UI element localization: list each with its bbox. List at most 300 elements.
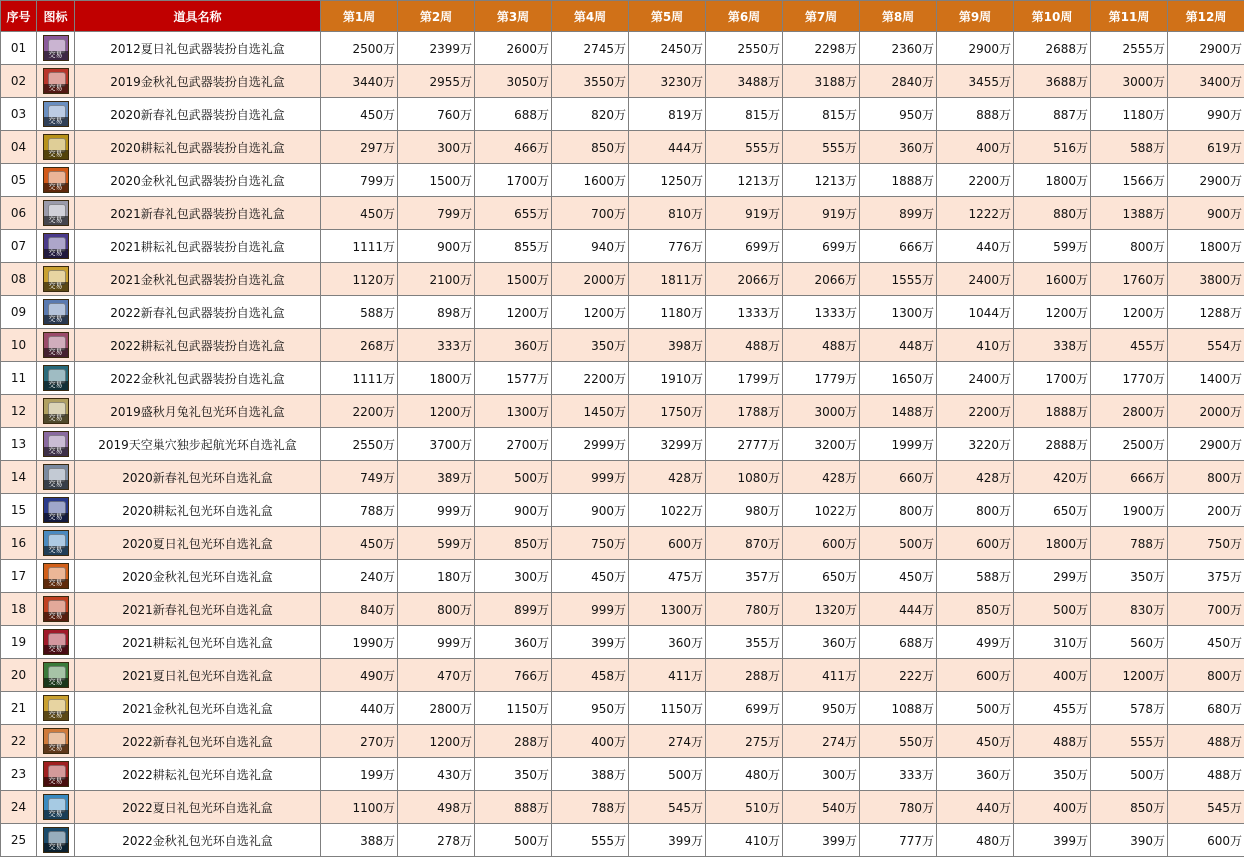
week-8-price: 550万: [860, 725, 937, 758]
header-week-10: 第10周: [1014, 1, 1091, 32]
week-8-price: 1300万: [860, 296, 937, 329]
week-7-price: 540万: [783, 791, 860, 824]
week-3-price: 1500万: [475, 263, 552, 296]
week-10-price: 516万: [1014, 131, 1091, 164]
table-row: [1, 725, 1244, 758]
week-7-price: 2298万: [783, 32, 860, 65]
week-1-price: 1111万: [321, 362, 398, 395]
week-8-price: 1088万: [860, 692, 937, 725]
week-10-price: 400万: [1014, 791, 1091, 824]
week-4-price: 350万: [552, 329, 629, 362]
halo-box-icon: [43, 629, 69, 655]
week-7-price: 1779万: [783, 362, 860, 395]
week-8-price: 2360万: [860, 32, 937, 65]
week-4-price: 2000万: [552, 263, 629, 296]
week-6-price: 1213万: [706, 164, 783, 197]
week-7-price: 555万: [783, 131, 860, 164]
trade-tag: 交易: [44, 744, 68, 753]
week-2-price: 3700万: [398, 428, 475, 461]
row-icon-cell: [37, 560, 75, 593]
week-3-price: 1150万: [475, 692, 552, 725]
week-12-price: 600万: [1168, 824, 1244, 857]
week-9-price: 1044万: [937, 296, 1014, 329]
week-10-price: 399万: [1014, 824, 1091, 857]
week-5-price: 1811万: [629, 263, 706, 296]
trade-tag: 交易: [44, 117, 68, 126]
trade-tag: 交易: [44, 546, 68, 555]
table-row: [1, 494, 1244, 527]
item-name: 2020耕耘礼包光环自选礼盒: [75, 494, 321, 527]
week-5-price: 500万: [629, 758, 706, 791]
row-icon-cell: [37, 824, 75, 857]
week-4-price: 1200万: [552, 296, 629, 329]
week-12-price: 990万: [1168, 98, 1244, 131]
row-index: 03: [1, 98, 37, 131]
week-8-price: 1488万: [860, 395, 937, 428]
week-2-price: 470万: [398, 659, 475, 692]
row-index: 20: [1, 659, 37, 692]
item-name: 2020新春礼包武器装扮自选礼盒: [75, 98, 321, 131]
week-10-price: 599万: [1014, 230, 1091, 263]
week-4-price: 400万: [552, 725, 629, 758]
row-icon-cell: [37, 725, 75, 758]
week-2-price: 1800万: [398, 362, 475, 395]
halo-box-icon: [43, 497, 69, 523]
week-6-price: 357万: [706, 560, 783, 593]
week-3-price: 688万: [475, 98, 552, 131]
header-week-6: 第6周: [706, 1, 783, 32]
row-index: 06: [1, 197, 37, 230]
gift-box-icon: [43, 200, 69, 226]
week-2-price: 999万: [398, 626, 475, 659]
trade-tag: 交易: [44, 645, 68, 654]
week-8-price: 333万: [860, 758, 937, 791]
row-icon-cell: [37, 362, 75, 395]
week-1-price: 297万: [321, 131, 398, 164]
week-9-price: 499万: [937, 626, 1014, 659]
week-11-price: 350万: [1091, 560, 1168, 593]
week-5-price: 2450万: [629, 32, 706, 65]
trade-tag: 交易: [44, 249, 68, 258]
week-11-price: 2800万: [1091, 395, 1168, 428]
row-icon-cell: [37, 296, 75, 329]
week-9-price: 888万: [937, 98, 1014, 131]
week-11-price: 1388万: [1091, 197, 1168, 230]
week-11-price: 555万: [1091, 725, 1168, 758]
week-1-price: 788万: [321, 494, 398, 527]
week-8-price: 660万: [860, 461, 937, 494]
week-6-price: 555万: [706, 131, 783, 164]
header-week-9: 第9周: [937, 1, 1014, 32]
week-7-price: 815万: [783, 98, 860, 131]
row-index: 21: [1, 692, 37, 725]
week-10-price: 400万: [1014, 659, 1091, 692]
week-7-price: 3200万: [783, 428, 860, 461]
table-row: [1, 428, 1244, 461]
week-3-price: 766万: [475, 659, 552, 692]
week-10-price: 420万: [1014, 461, 1091, 494]
week-12-price: 800万: [1168, 461, 1244, 494]
week-8-price: 1888万: [860, 164, 937, 197]
week-7-price: 274万: [783, 725, 860, 758]
week-6-price: 699万: [706, 230, 783, 263]
week-8-price: 448万: [860, 329, 937, 362]
week-4-price: 2999万: [552, 428, 629, 461]
week-3-price: 855万: [475, 230, 552, 263]
week-1-price: 270万: [321, 725, 398, 758]
item-name: 2020夏日礼包光环自选礼盒: [75, 527, 321, 560]
week-12-price: 900万: [1168, 197, 1244, 230]
week-2-price: 2100万: [398, 263, 475, 296]
header-index: 序号: [1, 1, 37, 32]
week-9-price: 3455万: [937, 65, 1014, 98]
week-8-price: 780万: [860, 791, 937, 824]
row-icon-cell: [37, 758, 75, 791]
week-1-price: 799万: [321, 164, 398, 197]
trade-tag: 交易: [44, 612, 68, 621]
table-row: [1, 362, 1244, 395]
week-6-price: 488万: [706, 329, 783, 362]
trade-tag: 交易: [44, 183, 68, 192]
week-4-price: 388万: [552, 758, 629, 791]
week-1-price: 840万: [321, 593, 398, 626]
week-5-price: 1250万: [629, 164, 706, 197]
week-11-price: 1770万: [1091, 362, 1168, 395]
week-3-price: 1300万: [475, 395, 552, 428]
row-index: 19: [1, 626, 37, 659]
item-name: 2022新春礼包武器装扮自选礼盒: [75, 296, 321, 329]
trade-tag: 交易: [44, 480, 68, 489]
week-10-price: 650万: [1014, 494, 1091, 527]
trade-tag: 交易: [44, 843, 68, 852]
row-icon-cell: [37, 329, 75, 362]
row-index: 08: [1, 263, 37, 296]
week-11-price: 588万: [1091, 131, 1168, 164]
week-8-price: 222万: [860, 659, 937, 692]
week-11-price: 3000万: [1091, 65, 1168, 98]
week-7-price: 300万: [783, 758, 860, 791]
table-row: [1, 461, 1244, 494]
week-2-price: 2800万: [398, 692, 475, 725]
week-4-price: 900万: [552, 494, 629, 527]
week-12-price: 545万: [1168, 791, 1244, 824]
row-icon-cell: [37, 659, 75, 692]
week-12-price: 1400万: [1168, 362, 1244, 395]
trade-tag: 交易: [44, 777, 68, 786]
week-11-price: 2500万: [1091, 428, 1168, 461]
week-7-price: 1213万: [783, 164, 860, 197]
item-name: 2022金秋礼包武器装扮自选礼盒: [75, 362, 321, 395]
week-4-price: 700万: [552, 197, 629, 230]
row-icon-cell: [37, 263, 75, 296]
row-index: 15: [1, 494, 37, 527]
week-1-price: 450万: [321, 527, 398, 560]
item-name: 2012夏日礼包武器装扮自选礼盒: [75, 32, 321, 65]
week-7-price: 600万: [783, 527, 860, 560]
week-10-price: 1800万: [1014, 164, 1091, 197]
row-index: 22: [1, 725, 37, 758]
week-5-price: 810万: [629, 197, 706, 230]
week-2-price: 2955万: [398, 65, 475, 98]
week-2-price: 599万: [398, 527, 475, 560]
week-4-price: 750万: [552, 527, 629, 560]
week-11-price: 1900万: [1091, 494, 1168, 527]
week-6-price: 3488万: [706, 65, 783, 98]
week-9-price: 440万: [937, 230, 1014, 263]
trade-tag: 交易: [44, 315, 68, 324]
row-icon-cell: [37, 791, 75, 824]
row-icon-cell: [37, 626, 75, 659]
week-6-price: 1333万: [706, 296, 783, 329]
week-7-price: 488万: [783, 329, 860, 362]
week-9-price: 2400万: [937, 362, 1014, 395]
week-7-price: 650万: [783, 560, 860, 593]
week-10-price: 2688万: [1014, 32, 1091, 65]
week-3-price: 888万: [475, 791, 552, 824]
week-4-price: 999万: [552, 593, 629, 626]
table-row: [1, 197, 1244, 230]
row-icon-cell: [37, 164, 75, 197]
halo-box-icon: [43, 398, 69, 424]
trade-tag: 交易: [44, 282, 68, 291]
halo-box-icon: [43, 596, 69, 622]
week-9-price: 500万: [937, 692, 1014, 725]
table-row: [1, 527, 1244, 560]
week-12-price: 750万: [1168, 527, 1244, 560]
week-12-price: 3400万: [1168, 65, 1244, 98]
row-icon-cell: [37, 494, 75, 527]
table-row: [1, 131, 1244, 164]
week-3-price: 2600万: [475, 32, 552, 65]
week-5-price: 1750万: [629, 395, 706, 428]
week-10-price: 299万: [1014, 560, 1091, 593]
week-1-price: 1111万: [321, 230, 398, 263]
week-3-price: 360万: [475, 626, 552, 659]
halo-box-icon: [43, 761, 69, 787]
week-1-price: 2200万: [321, 395, 398, 428]
week-7-price: 950万: [783, 692, 860, 725]
table-row: [1, 626, 1244, 659]
week-5-price: 1022万: [629, 494, 706, 527]
trade-tag: 交易: [44, 447, 68, 456]
row-icon-cell: [37, 98, 75, 131]
week-5-price: 428万: [629, 461, 706, 494]
week-8-price: 688万: [860, 626, 937, 659]
header-week-2: 第2周: [398, 1, 475, 32]
week-9-price: 850万: [937, 593, 1014, 626]
row-icon-cell: [37, 461, 75, 494]
row-icon-cell: [37, 593, 75, 626]
week-3-price: 850万: [475, 527, 552, 560]
table-row: [1, 659, 1244, 692]
week-2-price: 389万: [398, 461, 475, 494]
week-3-price: 500万: [475, 461, 552, 494]
table-row: [1, 824, 1244, 857]
week-12-price: 1800万: [1168, 230, 1244, 263]
week-10-price: 880万: [1014, 197, 1091, 230]
week-5-price: 411万: [629, 659, 706, 692]
row-icon-cell: [37, 131, 75, 164]
week-1-price: 450万: [321, 197, 398, 230]
week-12-price: 488万: [1168, 725, 1244, 758]
row-icon-cell: [37, 395, 75, 428]
week-1-price: 1100万: [321, 791, 398, 824]
halo-box-icon: [43, 728, 69, 754]
gift-box-icon: [43, 101, 69, 127]
week-12-price: 554万: [1168, 329, 1244, 362]
row-index: 07: [1, 230, 37, 263]
week-12-price: 800万: [1168, 659, 1244, 692]
week-8-price: 360万: [860, 131, 937, 164]
week-6-price: 1080万: [706, 461, 783, 494]
week-2-price: 333万: [398, 329, 475, 362]
table-row: [1, 263, 1244, 296]
row-index: 23: [1, 758, 37, 791]
week-3-price: 500万: [475, 824, 552, 857]
item-name: 2020新春礼包光环自选礼盒: [75, 461, 321, 494]
header-week-4: 第4周: [552, 1, 629, 32]
week-7-price: 919万: [783, 197, 860, 230]
item-name: 2019金秋礼包武器装扮自选礼盒: [75, 65, 321, 98]
week-8-price: 950万: [860, 98, 937, 131]
week-2-price: 278万: [398, 824, 475, 857]
week-4-price: 788万: [552, 791, 629, 824]
week-3-price: 288万: [475, 725, 552, 758]
row-index: 13: [1, 428, 37, 461]
week-5-price: 3299万: [629, 428, 706, 461]
week-6-price: 919万: [706, 197, 783, 230]
week-11-price: 1200万: [1091, 659, 1168, 692]
week-1-price: 240万: [321, 560, 398, 593]
week-7-price: 699万: [783, 230, 860, 263]
gift-box-icon: [43, 134, 69, 160]
halo-box-icon: [43, 662, 69, 688]
week-2-price: 300万: [398, 131, 475, 164]
week-9-price: 2400万: [937, 263, 1014, 296]
row-index: 24: [1, 791, 37, 824]
week-5-price: 1180万: [629, 296, 706, 329]
item-name: 2021耕耘礼包光环自选礼盒: [75, 626, 321, 659]
week-2-price: 1500万: [398, 164, 475, 197]
gift-box-icon: [43, 68, 69, 94]
week-4-price: 450万: [552, 560, 629, 593]
week-8-price: 777万: [860, 824, 937, 857]
week-9-price: 480万: [937, 824, 1014, 857]
week-1-price: 199万: [321, 758, 398, 791]
week-4-price: 555万: [552, 824, 629, 857]
week-11-price: 1200万: [1091, 296, 1168, 329]
trade-tag: 交易: [44, 150, 68, 159]
trade-tag: 交易: [44, 216, 68, 225]
trade-tag: 交易: [44, 51, 68, 60]
week-6-price: 870万: [706, 527, 783, 560]
table-row: [1, 791, 1244, 824]
row-index: 25: [1, 824, 37, 857]
item-name: 2022耕耘礼包光环自选礼盒: [75, 758, 321, 791]
gift-box-icon: [43, 365, 69, 391]
week-11-price: 666万: [1091, 461, 1168, 494]
table-row: [1, 560, 1244, 593]
trade-tag: 交易: [44, 381, 68, 390]
week-5-price: 600万: [629, 527, 706, 560]
item-name: 2021新春礼包光环自选礼盒: [75, 593, 321, 626]
week-3-price: 360万: [475, 329, 552, 362]
week-4-price: 3550万: [552, 65, 629, 98]
header-week-11: 第11周: [1091, 1, 1168, 32]
week-2-price: 2399万: [398, 32, 475, 65]
week-10-price: 1800万: [1014, 527, 1091, 560]
trade-tag: 交易: [44, 84, 68, 93]
week-9-price: 800万: [937, 494, 1014, 527]
table-row: [1, 230, 1244, 263]
item-name: 2021夏日礼包光环自选礼盒: [75, 659, 321, 692]
table-row: [1, 65, 1244, 98]
week-11-price: 850万: [1091, 791, 1168, 824]
table-row: [1, 164, 1244, 197]
week-7-price: 1333万: [783, 296, 860, 329]
week-4-price: 399万: [552, 626, 629, 659]
week-5-price: 444万: [629, 131, 706, 164]
week-5-price: 475万: [629, 560, 706, 593]
week-11-price: 500万: [1091, 758, 1168, 791]
week-6-price: 480万: [706, 758, 783, 791]
week-3-price: 466万: [475, 131, 552, 164]
week-4-price: 950万: [552, 692, 629, 725]
item-name: 2020耕耘礼包武器装扮自选礼盒: [75, 131, 321, 164]
row-index: 12: [1, 395, 37, 428]
row-icon-cell: [37, 32, 75, 65]
week-4-price: 2200万: [552, 362, 629, 395]
week-11-price: 578万: [1091, 692, 1168, 725]
week-10-price: 350万: [1014, 758, 1091, 791]
week-11-price: 560万: [1091, 626, 1168, 659]
week-6-price: 980万: [706, 494, 783, 527]
trade-tag: 交易: [44, 810, 68, 819]
week-8-price: 2840万: [860, 65, 937, 98]
week-5-price: 819万: [629, 98, 706, 131]
week-6-price: 410万: [706, 824, 783, 857]
week-3-price: 2700万: [475, 428, 552, 461]
week-3-price: 900万: [475, 494, 552, 527]
week-1-price: 490万: [321, 659, 398, 692]
header-item-name: 道具名称: [75, 1, 321, 32]
week-12-price: 2900万: [1168, 32, 1244, 65]
week-6-price: 699万: [706, 692, 783, 725]
week-2-price: 900万: [398, 230, 475, 263]
halo-box-icon: [43, 431, 69, 457]
week-10-price: 2888万: [1014, 428, 1091, 461]
header-icon: 图标: [37, 1, 75, 32]
row-icon-cell: [37, 230, 75, 263]
week-4-price: 2745万: [552, 32, 629, 65]
halo-box-icon: [43, 464, 69, 490]
week-6-price: 275万: [706, 725, 783, 758]
week-7-price: 411万: [783, 659, 860, 692]
item-name: 2021新春礼包武器装扮自选礼盒: [75, 197, 321, 230]
week-2-price: 999万: [398, 494, 475, 527]
header-week-12: 第12周: [1168, 1, 1244, 32]
week-9-price: 600万: [937, 659, 1014, 692]
week-8-price: 666万: [860, 230, 937, 263]
row-index: 05: [1, 164, 37, 197]
week-8-price: 500万: [860, 527, 937, 560]
week-6-price: 815万: [706, 98, 783, 131]
row-index: 16: [1, 527, 37, 560]
week-1-price: 1990万: [321, 626, 398, 659]
table-row: [1, 758, 1244, 791]
week-12-price: 700万: [1168, 593, 1244, 626]
week-10-price: 500万: [1014, 593, 1091, 626]
